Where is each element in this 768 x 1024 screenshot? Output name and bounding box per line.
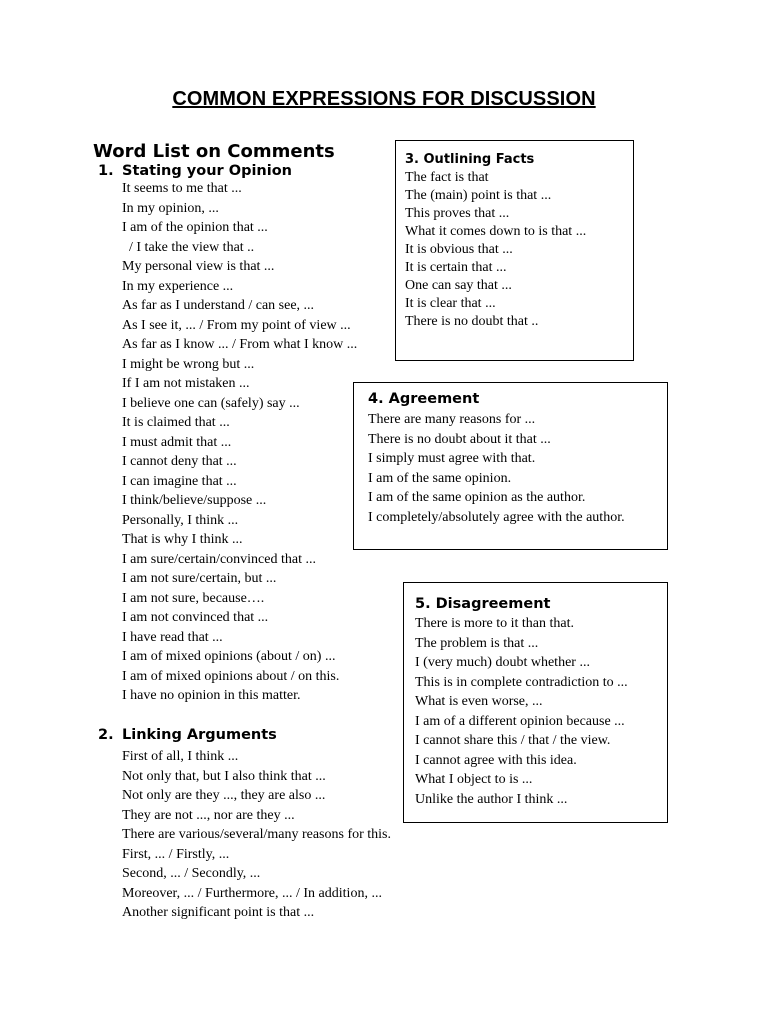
section-number: 2. <box>98 727 114 743</box>
list-item: There is no doubt that .. <box>405 314 539 329</box>
box-title: 5. Disagreement <box>415 596 551 612</box>
word-list-heading: Word List on Comments <box>93 141 335 162</box>
list-item: I am of mixed opinions about / on this. <box>122 668 340 684</box>
list-item: I am not sure/certain, but ... <box>122 571 277 586</box>
list-item: I (very much) doubt whether ... <box>415 655 590 670</box>
list-item: As I see it, ... / From my point of view ... <box>122 317 351 333</box>
list-item: I can imagine that ... <box>122 473 237 489</box>
list-item: I completely/absolutely agree with the author. <box>368 509 625 525</box>
list-item: What I object to is ... <box>415 772 533 787</box>
list-item: I simply must agree with that. <box>368 451 536 466</box>
section-heading-linking <box>98 727 277 743</box>
disagreement-box <box>403 582 668 823</box>
page-title: COMMON EXPRESSIONS FOR DISCUSSION <box>172 88 596 110</box>
agreement-box <box>353 382 668 550</box>
outlining-facts-box <box>395 140 634 361</box>
list-item: This is in complete contradiction to ... <box>415 674 628 690</box>
agreement-list <box>368 410 667 527</box>
list-item: I must admit that ... <box>122 434 232 450</box>
list-item: I cannot deny that ... <box>122 454 237 469</box>
stating-opinion-list <box>122 179 357 706</box>
list-item: The problem is that ... <box>415 635 539 651</box>
list-item: I cannot agree with this idea. <box>415 752 577 768</box>
list-item: Not only are they ..., they are also ... <box>122 788 326 803</box>
list-item: Not only that, but I also think that ... <box>122 768 326 784</box>
list-item: One can say that ... <box>405 278 512 293</box>
list-item: It is claimed that ... <box>122 415 230 430</box>
list-item: As far as I know ... / From what I know ... <box>122 337 358 352</box>
list-item: My personal view is that ... <box>122 259 275 274</box>
list-item: I am not convinced that ... <box>122 610 269 625</box>
list-item: That is why I think ... <box>122 532 243 547</box>
box-title: 3. Outlining Facts <box>405 152 535 167</box>
list-item: I am of a different opinion because ... <box>415 713 625 729</box>
list-item: Personally, I think ... <box>122 512 239 528</box>
section-heading-stating <box>98 163 292 179</box>
list-item: I am of the same opinion. <box>368 470 512 486</box>
list-item: Second, ... / Secondly, ... <box>122 866 261 881</box>
box-title: 4. Agreement <box>368 391 480 407</box>
list-item: The (main) point is that ... <box>405 188 552 203</box>
list-item: There are various/several/many reasons for this. <box>122 827 392 842</box>
list-item: I am of the opinion that ... <box>122 220 268 235</box>
list-item: What it comes down to is that ... <box>405 224 587 239</box>
section-title: Linking Arguments <box>122 727 277 743</box>
list-item: First of all, I think ... <box>122 749 239 764</box>
list-item: There are many reasons for ... <box>368 412 536 427</box>
list-item: In my experience ... <box>122 278 234 294</box>
section-title: Stating your Opinion <box>122 163 292 179</box>
section-number: 1. <box>98 163 114 179</box>
list-item: It seems to me that ... <box>122 181 242 196</box>
list-item: I might be wrong but ... <box>122 356 255 372</box>
list-item: The fact is that <box>405 170 489 185</box>
list-item: It is clear that ... <box>405 296 496 311</box>
list-item: / I take the view that .. <box>122 239 255 255</box>
list-item: I am of the same opinion as the author. <box>368 490 586 505</box>
list-item: It is certain that ... <box>405 260 507 275</box>
list-item: I am sure/certain/convinced that ... <box>122 551 316 567</box>
list-item: It is obvious that ... <box>405 242 513 257</box>
list-item: Moreover, ... / Furthermore, ... / In addition, ... <box>122 885 382 901</box>
list-item: I have no opinion in this matter. <box>122 688 301 703</box>
list-item: I am of mixed opinions (about / on) ... <box>122 649 336 664</box>
list-item: I believe one can (safely) say ... <box>122 395 300 411</box>
list-item: They are not ..., nor are they ... <box>122 807 295 823</box>
list-item: This proves that ... <box>405 206 510 221</box>
list-item: First, ... / Firstly, ... <box>122 846 230 862</box>
list-item: As far as I understand / can see, ... <box>122 298 315 313</box>
linking-arguments-list <box>122 747 391 923</box>
list-item: If I am not mistaken ... <box>122 376 250 391</box>
list-item: Unlike the author I think ... <box>415 791 568 807</box>
list-item: In my opinion, ... <box>122 200 219 216</box>
disagreement-list <box>415 614 667 809</box>
list-item: I cannot share this / that / the view. <box>415 733 611 748</box>
outlining-facts-list <box>405 169 633 331</box>
list-item: Another significant point is that ... <box>122 905 315 920</box>
list-item: I think/believe/suppose ... <box>122 493 267 508</box>
list-item: I am not sure, because…. <box>122 590 265 606</box>
list-item: I have read that ... <box>122 629 223 645</box>
list-item: There is more to it than that. <box>415 616 575 631</box>
list-item: There is no doubt about it that ... <box>368 431 551 447</box>
list-item: What is even worse, ... <box>415 694 543 709</box>
